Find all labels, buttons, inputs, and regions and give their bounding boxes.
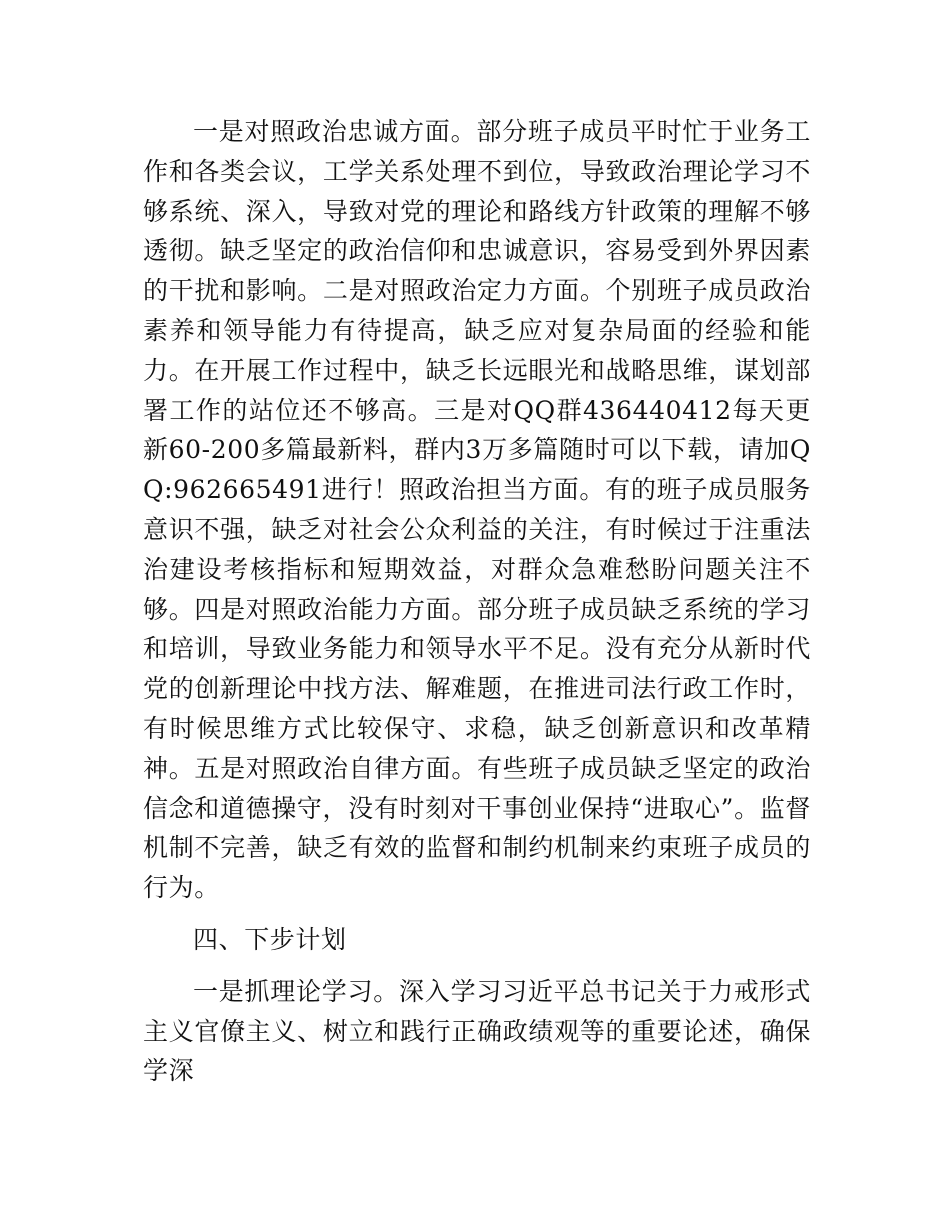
document-body (143, 112, 811, 1091)
paragraph-theory-study: 一是抓理论学习。深入学习习近平总书记关于力戒形式主义官僚主义、树立和践行正确政绩观等的重要论述，确保学深 (143, 976, 811, 1086)
section-heading-next-steps: 四、下步计划 (193, 924, 347, 954)
paragraph-political-review: 一是对照政治忠诚方面。部分班子成员平时忙于业务工作和各类会议，工学关系处理不到位，导致政治理论学习不够系统、深入，导致对党的理论和路线方针政策的理解不够透彻。缺乏坚定的政治信仰和忠诚意识，容易受到外界因素的干扰和影响。二是对照政治定力方面。个别班子成员政治素养和领导能力有待提高，缺乏应对复杂局面的经验和能力。在开展工作过程中，缺乏长远眼光和战略思维，谋划部署工作的站位还不够高。三是对QQ群436440412每天更新60-200多篇最新料，群内3万多篇随时可以下载，请加QQ:962665491进行！照政治担当方面。有的班子成员服务意识不强，缺乏对社会公众利益的关注，有时候过于注重法治建设考核指标和短期效益，对群众急难愁盼问题关注不够。四是对照政治能力方面。部分班子成员缺乏系统的学习和培训，导致业务能力和领导水平不足。没有充分从新时代党的创新理论中找方法、解难题，在推进司法行政工作时，有时候思维方式比较保守、求稳，缺乏创新意识和改革精神。五是对照政治自律方面。有些班子成员缺乏坚定的政治信念和道德操守，没有时刻对干事创业保持“进取心”。监督机制不完善，缺乏有效的监督和制约机制来约束班子成员的行为。 (143, 117, 811, 903)
